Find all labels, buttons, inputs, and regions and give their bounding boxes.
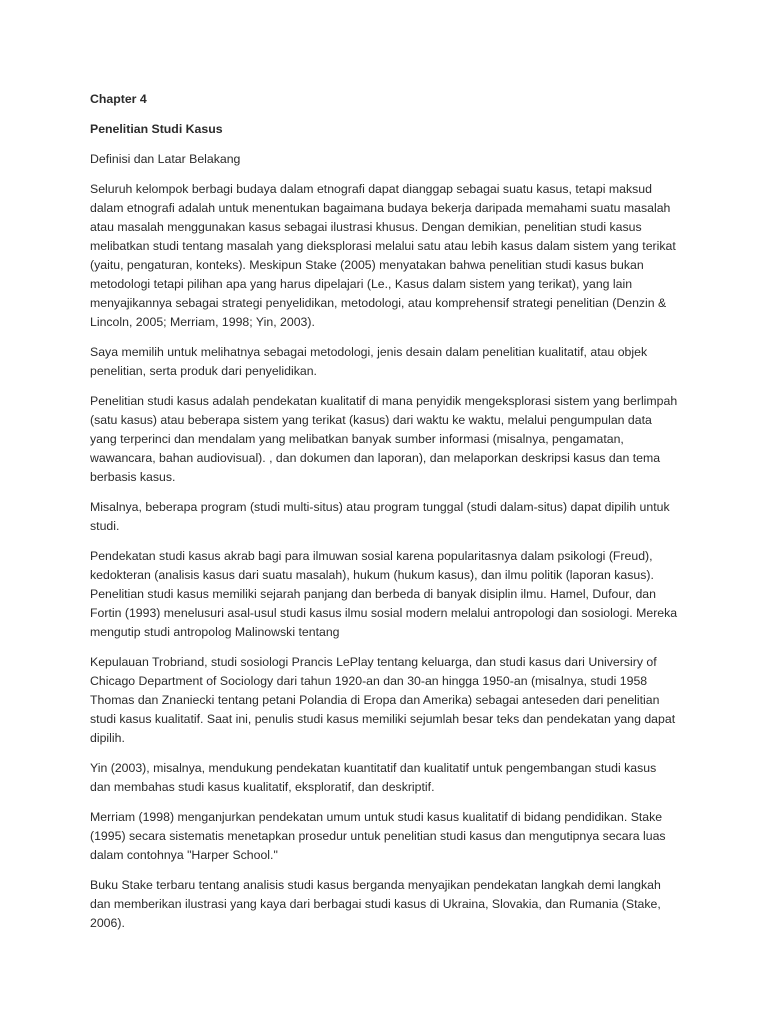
- document-title: Penelitian Studi Kasus: [90, 122, 223, 136]
- document-page: [90, 90, 680, 944]
- paragraph: Penelitian studi kasus adalah pendekatan kualitatif di mana penyidik mengeksplorasi sistem yang berlimpah (satu kasus) atau beberapa sistem yang terikat (kasus) dari waktu ke waktu, melalui pengumpulan data yang terperinci dan mendalam yang melibatkan banyak sumber informasi (misalnya, pengamatan, wawancara, bahan audiovisual). , dan dokumen dan laporan), dan melaporkan deskripsi kasus dan tema berbasis kasus.: [90, 394, 678, 484]
- paragraph: Buku Stake terbaru tentang analisis studi kasus berganda menyajikan pendekatan langkah demi langkah dan memberikan ilustrasi yang kaya dari berbagai studi kasus di Ukraina, Slovakia, dan Rumania (Stake, 2006).: [90, 878, 661, 930]
- section-heading: Definisi dan Latar Belakang: [90, 152, 241, 166]
- paragraph: Saya memilih untuk melihatnya sebagai metodologi, jenis desain dalam penelitian kualitatif, atau objek penelitian, serta produk dari penyelidikan.: [90, 345, 648, 378]
- paragraph: Seluruh kelompok berbagi budaya dalam etnografi dapat dianggap sebagai suatu kasus, tetapi maksud dalam etnografi adalah untuk menentukan bagaimana budaya bekerja daripada memahami suatu masalah atau masalah menggunakan kasus sebagai ilustrasi khusus. Dengan demikian, penelitian studi kasus melibatkan studi tentang masalah yang dieksplorasi melalui satu atau lebih kasus dalam sistem yang terikat (yaitu, pengaturan, konteks). Meskipun Stake (2005) menyatakan bahwa penelitian studi kasus bukan metodologi tetapi pilihan apa yang harus dipelajari (Le., Kasus dalam sistem yang terikat), yang lain menyajikannya sebagai strategi penyelidikan, metodologi, atau komprehensif strategi penelitian (Denzin & Lincoln, 2005; Merriam, 1998; Yin, 2003).: [90, 182, 676, 329]
- chapter-heading: Chapter 4: [90, 92, 147, 106]
- paragraph: Merriam (1998) menganjurkan pendekatan umum untuk studi kasus kualitatif di bidang pendidikan. Stake (1995) secara sistematis menetapkan prosedur untuk penelitian studi kasus dan mengutipnya secara luas dalam contohnya "Harper School.": [90, 810, 666, 862]
- paragraph: Misalnya, beberapa program (studi multi-situs) atau program tunggal (studi dalam-situs) dapat dipilih untuk studi.: [90, 500, 670, 533]
- paragraph: Kepulauan Trobriand, studi sosiologi Prancis LePlay tentang keluarga, dan studi kasus dari Universiry of Chicago Department of Sociology dari tahun 1920-an dan 30-an hingga 1950-an (misalnya, studi 1958 Thomas dan Znaniecki tentang petani Polandia di Eropa dan Amerika) sebagai anteseden dari penelitian studi kasus kualitatif. Saat ini, penulis studi kasus memiliki sejumlah besar teks dan pendekatan yang dapat dipilih.: [90, 655, 676, 745]
- paragraph: Pendekatan studi kasus akrab bagi para ilmuwan sosial karena popularitasnya dalam psikologi (Freud), kedokteran (analisis kasus dari suatu masalah), hukum (hukum kasus), dan ilmu politik (laporan kasus). Penelitian studi kasus memiliki sejarah panjang dan berbeda di banyak disiplin ilmu. Hamel, Dufour, dan Fortin (1993) menelusuri asal-usul studi kasus ilmu sosial modern melalui antropologi dan sosiologi. Mereka mengutip studi antropolog Malinowski tentang: [90, 549, 678, 639]
- paragraph: Yin (2003), misalnya, mendukung pendekatan kuantitatif dan kualitatif untuk pengembangan studi kasus dan membahas studi kasus kualitatif, eksploratif, dan deskriptif.: [90, 761, 657, 794]
